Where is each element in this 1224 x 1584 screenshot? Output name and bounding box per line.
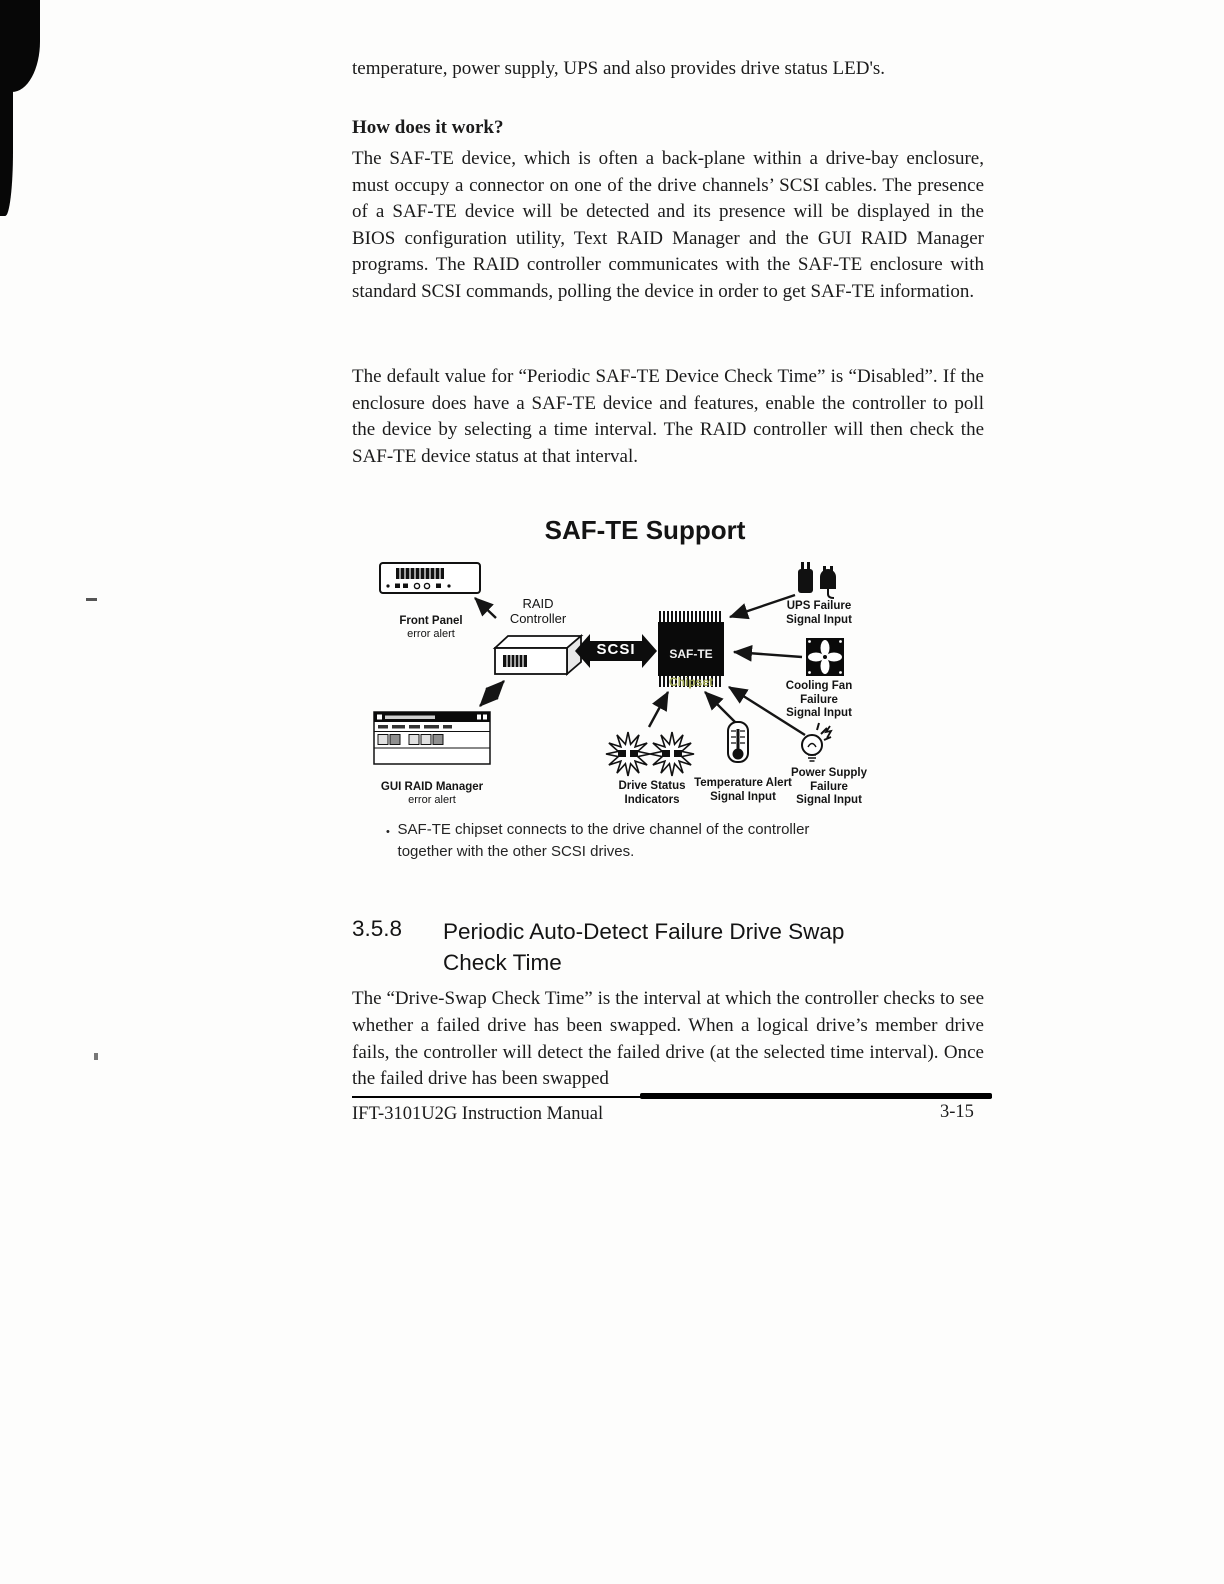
scan-artifact-left-strip [0,0,13,216]
chipset-label-line2: Chipset [668,675,713,689]
ups-failure-icon [798,562,836,598]
drive-status-label: Drive Status Indicators [618,780,686,806]
safte-support-diagram [352,505,984,810]
footer-manual-name: IFT-3101U2G Instruction Manual [352,1104,604,1124]
paragraph-safte-device: The SAF-TE device, which is often a back-plane within a drive-bay enclosure, must occupy a connector on one of the drive channels’ SCSI cables. The presence of a SAF-TE device will be detected and its presence will be displayed in the BIOS configuration utility, Text RAID Manager and the GUI RAID Manager programs. The RAID controller communicates with the SAF-TE enclosure with standard SCSI commands, polling the device in order to get SAF-TE information. [352,148,984,302]
scan-speck [94,1053,98,1060]
front-panel-icon [380,563,480,593]
diagram-note [386,819,816,863]
front-panel-label-title: Front Panel [399,614,463,627]
section-title: Periodic Auto-Detect Failure Drive Swap Check Time [443,919,845,975]
arrow-gui-to-controller [480,681,504,706]
raid-controller-box-icon [495,636,581,674]
ups-failure-label: UPS Failure Signal Input [786,600,852,626]
note-text: SAF-TE chipset connects to the drive channel of the controller together with the other SCSI drives. [397,821,810,860]
temperature-alert-icon [728,722,748,762]
intro-paragraph: temperature, power supply, UPS and also provides drive status LED's. [352,58,886,79]
power-supply-label: Power Supply Failure Signal Input [790,767,868,806]
paragraph-drive-swap: The “Drive-Swap Check Time” is the interval at which the controller checks to see whether a failed drive has been swapped. When a logical drive’s member drive fails, the controller will detect the failed drive (at the selected time interval). Once the failed drive has been swapped [352,988,984,1090]
power-supply-failure-icon [802,723,831,761]
temperature-alert-label: Temperature Alert Signal Input [694,777,792,803]
section-number: 3.5.8 [352,916,403,941]
front-panel-label [372,601,490,655]
arrow-fan-to-chipset [734,652,802,657]
paragraph-default-value: The default value for “Periodic SAF-TE Device Check Time” is “Disabled”. If the enclosure does have a SAF-TE device and features, enable the controller to poll the device by selecting a time interval. The RAID controller will then check the SAF-TE device status at that interval. [352,366,984,467]
how-it-works-heading: How does it work? [352,117,504,138]
chipset-label [658,633,724,703]
drive-status-indicator-icon [650,732,694,776]
gui-label-title: GUI RAID Manager [380,780,484,793]
footer-page-number: 3-15 [940,1102,974,1122]
gui-label-sub: error alert [408,794,456,806]
scan-speck [86,598,97,601]
note-bullet: • [386,826,390,838]
footer-rule-thick [640,1093,992,1099]
cooling-fan-icon [806,638,844,676]
raid-controller-label: RAID Controller [509,596,567,626]
diagram-title: SAF-TE Support [544,515,746,545]
scsi-label: SCSI [596,641,636,658]
chipset-label-line1: SAF-TE [669,647,713,661]
cooling-fan-label: Cooling Fan Failure Signal Input [785,680,853,719]
drive-status-indicator-icon [606,732,650,776]
gui-raid-manager-window-icon [374,712,490,764]
gui-raid-manager-label [352,767,512,821]
front-panel-label-sub: error alert [407,628,455,640]
